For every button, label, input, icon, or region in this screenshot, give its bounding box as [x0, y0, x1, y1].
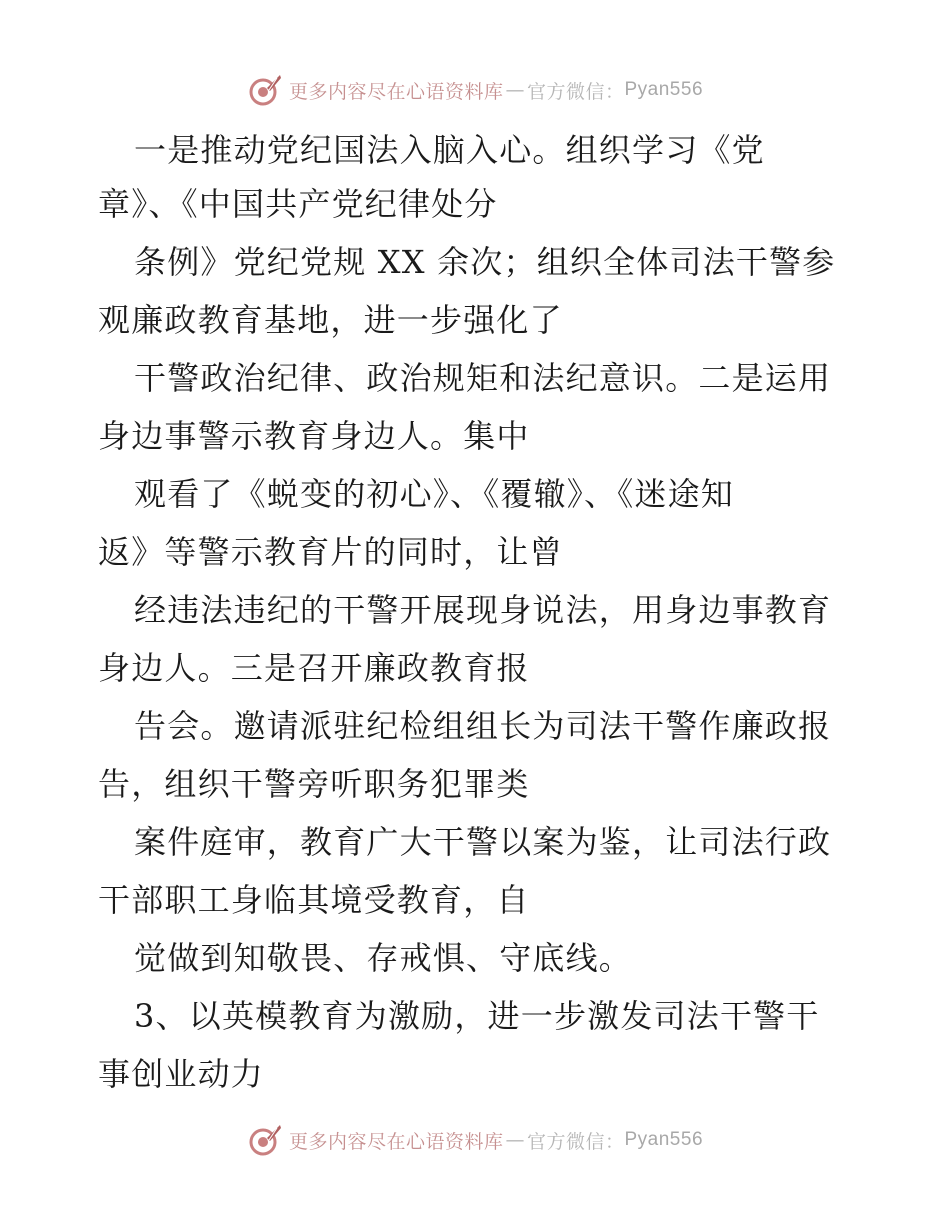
watermark-main-text: 更多内容尽在心语资料库: [288, 80, 504, 103]
text-line-17: 事创业动力: [98, 1055, 265, 1093]
watermark-separator: —: [505, 1129, 525, 1151]
watermark-contact-id: Pyan556: [624, 1129, 704, 1150]
quill-seal-logo-icon: [247, 1122, 283, 1158]
text-line-14: 干部职工身临其境受教育，自: [98, 881, 530, 919]
watermark-contact-label: 官方微信：: [526, 80, 625, 103]
text-line-1: 一是推动党纪国法入脑入心。组织学习《党: [134, 131, 765, 169]
text-line-3: 条例》党纪党规 XX 余次；组织全体司法干警参: [134, 243, 836, 281]
header-watermark: [0, 70, 950, 110]
text-line-11: 告会。邀请派驻纪检组组长为司法干警作廉政报: [134, 707, 832, 745]
text-line-2: 章》、《中国共产党纪律处分: [98, 185, 498, 223]
text-line-5: 干警政治纪律、政治规矩和法纪意识。二是运用: [134, 359, 832, 397]
watermark-main-text: 更多内容尽在心语资料库: [288, 1130, 504, 1153]
text-line-16: 3、以英模教育为激励，进一步激发司法干警干: [134, 997, 820, 1035]
text-line-10: 身边人。三是召开廉政教育报: [98, 649, 530, 687]
watermark-contact-label: 官方微信：: [526, 1130, 625, 1153]
watermark-separator: —: [505, 79, 525, 101]
text-line-4: 观廉政教育基地，进一步强化了: [98, 301, 563, 339]
quill-seal-logo-icon: [247, 72, 283, 108]
text-line-13: 案件庭审，教育广大干警以案为鉴，让司法行政: [134, 823, 832, 861]
text-line-8: 返》等警示教育片的同时，让曾: [98, 533, 563, 571]
text-line-15: 觉做到知敬畏、存戒惧、守底线。: [134, 939, 633, 977]
footer-watermark: [0, 1120, 950, 1160]
text-line-7: 观看了《蜕变的初心》、《覆辙》、《迷途知: [134, 475, 735, 513]
watermark-contact-id: Pyan556: [624, 79, 704, 100]
text-line-12: 告，组织干警旁听职务犯罪类: [98, 765, 530, 803]
text-line-9: 经违法违纪的干警开展现身说法，用身边事教育: [134, 591, 832, 629]
text-line-6: 身边事警示教育身边人。集中: [98, 417, 530, 455]
